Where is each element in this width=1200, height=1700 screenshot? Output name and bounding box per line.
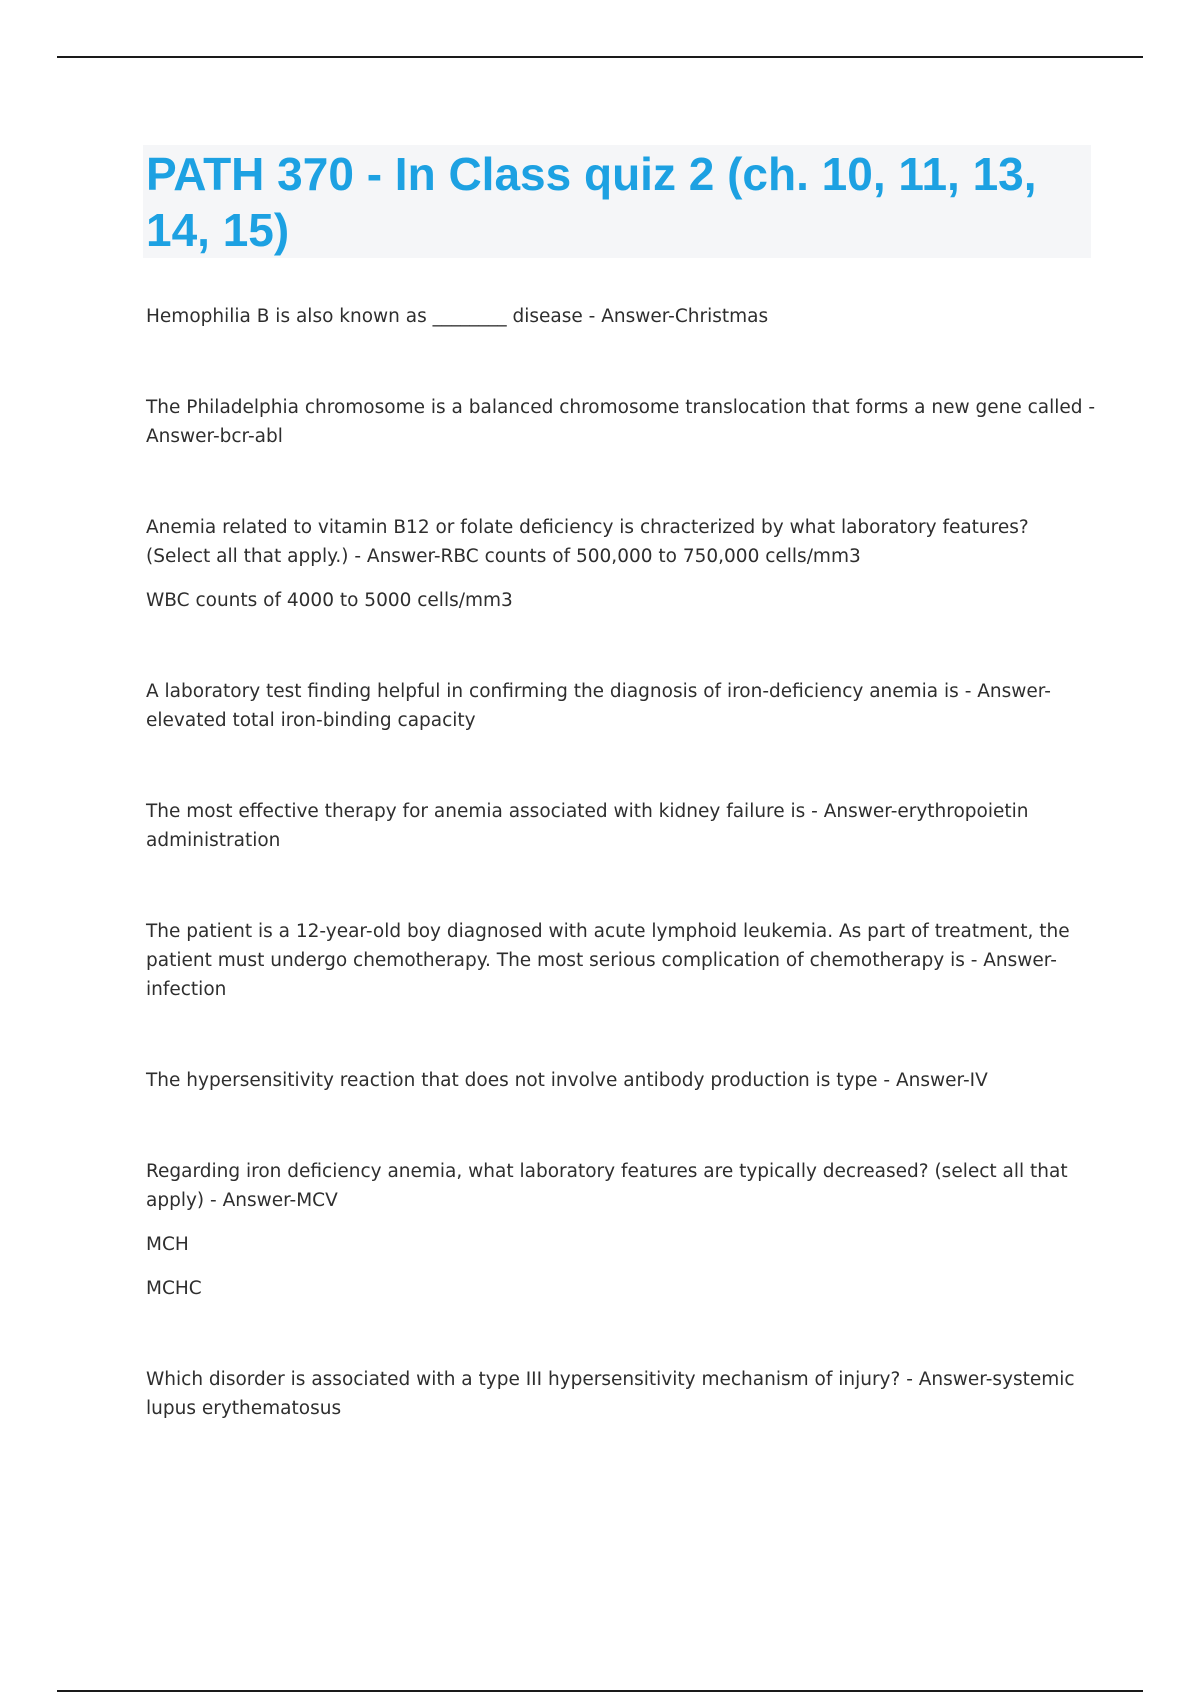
qa-text: The patient is a 12-year-old boy diagnosed with acute lymphoid leukemia. As part of treatment, the patient must undergo chemotherapy. The most serious complication of chemotherapy is - Answer-infection [146,921,1070,1000]
qa-extra-answer: MCHC [146,1278,202,1299]
qa-text: The most effective therapy for anemia associated with kidney failure is - Answer-erythropoietin administration [146,801,1029,851]
qa-text: Which disorder is associated with a type III hypersensitivity mechanism of injury? - Answer-systemic lupus erythematosus [146,1369,1075,1419]
qa-text: Hemophilia B is also known as ________ disease - Answer-Christmas [146,306,769,327]
qa-item [146,677,1096,735]
qa-item [146,1157,1096,1303]
qa-item [146,1365,1096,1423]
qa-extra-answer: WBC counts of 4000 to 5000 cells/mm3 [146,590,513,611]
qa-text: A laboratory test finding helpful in confirming the diagnosis of iron-deficiency anemia is - Answer-elevated total iron-binding capacity [146,681,1051,731]
qa-text: Anemia related to vitamin B12 or folate deficiency is chracterized by what laboratory features? (Select all that apply.) - Answer-RBC counts of 500,000 to 750,000 cells/mm3 [146,517,1029,567]
qa-item [146,917,1096,1004]
qa-text: The hypersensitivity reaction that does not involve antibody production is type - Answer-IV [146,1070,988,1091]
top-rule [57,56,1143,58]
page-title: PATH 370 - In Class quiz 2 (ch. 10, 11, 13, 14, 15) [146,148,1037,256]
bottom-rule [57,1690,1143,1692]
qa-item [146,1066,1096,1095]
qa-item [146,513,1096,615]
qa-text: The Philadelphia chromosome is a balanced chromosome translocation that forms a new gene called - Answer-bcr-abl [146,397,1096,447]
question-list [146,302,1096,1423]
qa-extra-answer: MCH [146,1234,189,1255]
qa-item [146,393,1096,451]
qa-item [146,302,1096,331]
qa-item [146,797,1096,855]
qa-text: Regarding iron deficiency anemia, what laboratory features are typically decreased? (select all that apply) - Answer-MCV [146,1161,1068,1211]
